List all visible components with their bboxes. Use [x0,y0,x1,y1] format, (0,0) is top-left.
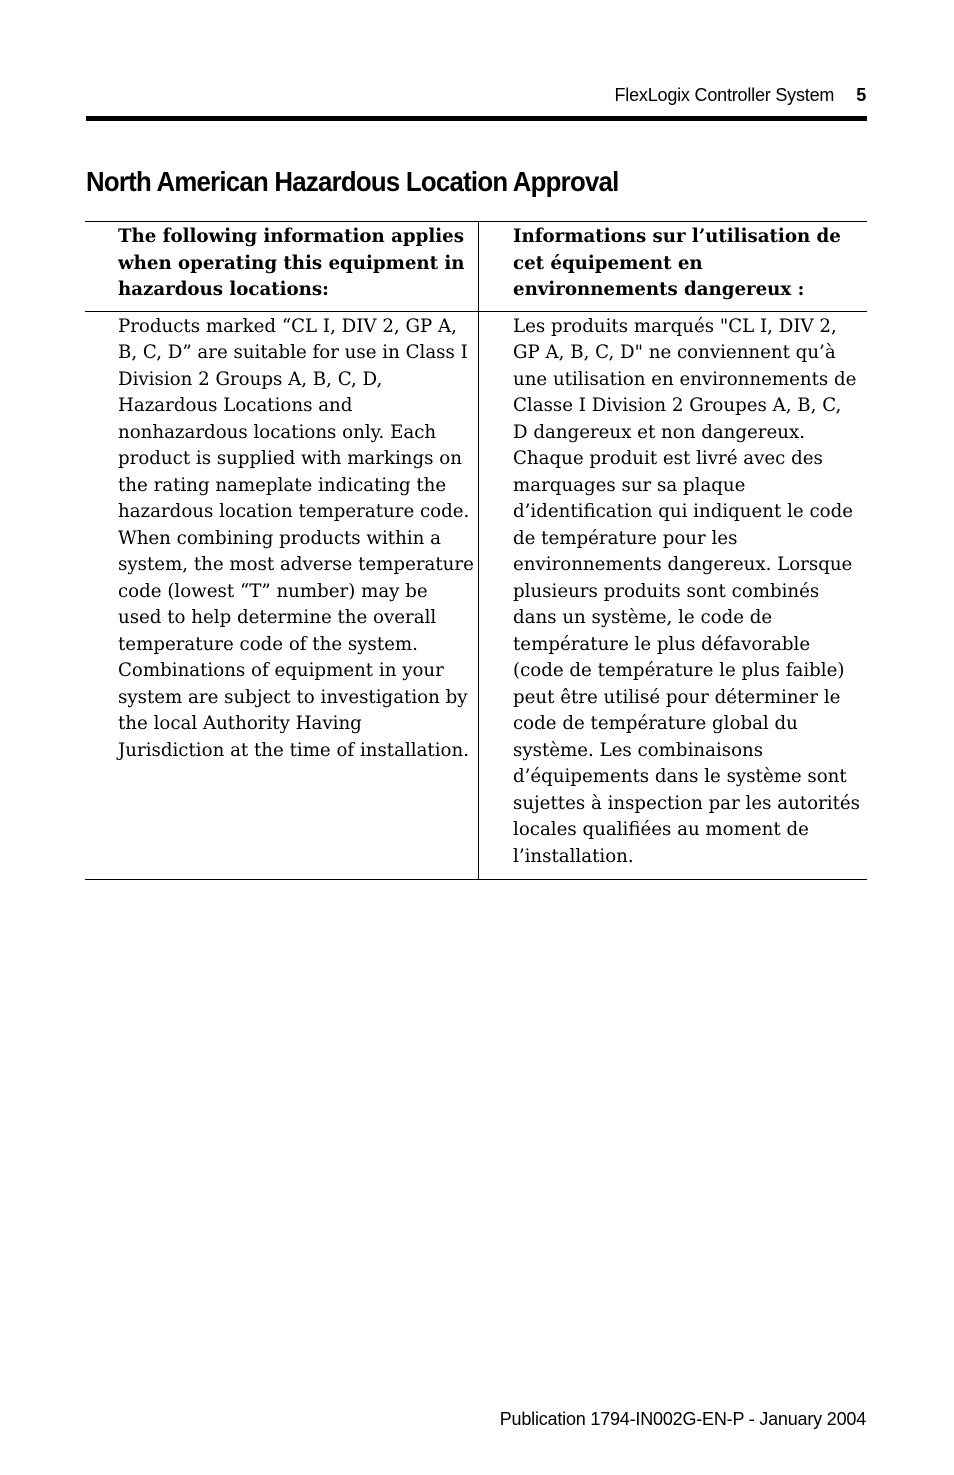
section-title: North American Hazardous Location Approval [86,166,619,197]
french-text-line: Les produits marqués "CL I, DIV 2, [513,315,837,337]
french-text-line: peut être utilisé pour déterminer le [513,686,841,708]
french-text-line: l’installation. [513,845,634,867]
french-text-line: dans un système, le code de [513,607,773,628]
french-text-line: code de température global du [513,713,798,734]
french-text-line: locales qualifiées au moment de [513,819,809,840]
running-header [615,82,867,108]
french-text-line: d’équipements dans le système sont [513,766,847,787]
english-text-line: B, C, D” are suitable for use in Class I [118,342,468,363]
english-text-line: When combining products within a [118,527,441,549]
french-text-line: température le plus défavorable [513,633,811,655]
french-text-line: D dangereux et non dangereux. [513,421,806,443]
english-header-line: hazardous locations: [118,279,329,300]
english-text-line: nonhazardous locations only. Each [118,421,437,443]
french-text-line: d’identification qui indiquent le code [513,501,853,522]
page-number: 5 [856,84,866,105]
english-text-line: Products marked “CL I, DIV 2, GP A, [118,315,457,337]
running-title: FlexLogix Controller System [614,84,835,105]
english-text-line: Division 2 Groups A, B, C, D, [118,368,383,390]
english-text-line: system, the most adverse temperature [118,554,474,575]
french-text-line: (code de température le plus faible) [513,660,845,681]
french-header-line: cet équipement en [513,252,703,274]
english-text-line: the local Authority Having [118,713,362,734]
english-text-line: system are subject to investigation by [118,686,468,708]
french-text-line: environnements dangereux. Lorsque [513,554,853,575]
table-header-row [85,222,867,312]
french-text-line: sujettes à inspection par les autorités [513,792,860,814]
french-text-line: système. Les combinaisons [513,739,764,761]
english-text-line: temperature code of the system. [118,633,418,655]
french-header-cell [479,222,867,311]
english-text-cell [85,312,479,880]
french-text-line: plusieurs produits sont combinés [513,580,820,602]
approval-table [85,221,867,880]
french-text-line: de température pour les [513,527,738,549]
english-header-line: when operating this equipment in [118,252,465,274]
french-text-line: marquages sur sa plaque [513,474,746,496]
english-text-line: code (lowest “T” number) may be [118,580,428,602]
english-text-line: Jurisdiction at the time of installation. [118,739,470,761]
french-text-cell [479,312,867,880]
header-rule [86,116,867,121]
french-header-line: Informations sur l’utilisation de [513,226,841,247]
french-text-line: une utilisation en environnements de [513,368,857,390]
english-text-line: hazardous location temperature code. [118,501,470,522]
english-header-line: The following information applies [118,226,464,247]
english-text-line: Hazardous Locations and [118,395,353,416]
french-text-line: GP A, B, C, D" ne conviennent qu’à [513,342,836,363]
english-text-line: product is supplied with markings on [118,448,462,469]
english-text-line: used to help determine the overall [118,607,437,628]
french-header-line: environnements dangereux : [513,279,805,300]
table-body-row [85,312,867,880]
publication-footer: Publication 1794-IN002G-EN-P - January 2004 [499,1408,866,1429]
french-text-line: Chaque produit est livré avec des [513,448,823,469]
english-text-line: Combinations of equipment in your [118,660,444,681]
english-header-cell [85,222,479,311]
french-text-line: Classe I Division 2 Groupes A, B, C, [513,395,842,416]
english-text-line: the rating nameplate indicating the [118,474,447,496]
